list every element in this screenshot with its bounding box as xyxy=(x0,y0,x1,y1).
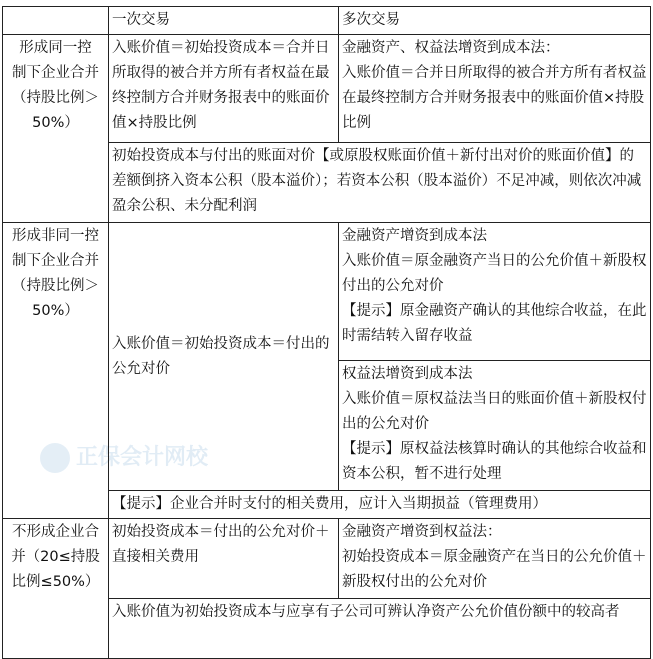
header-single-transaction: 一次交易 xyxy=(109,7,339,35)
non-same-control-tip: 【提示】企业合并时支付的相关费用，应计入当期损益（管理费用） xyxy=(109,491,651,519)
row-label-non-same-control: 形成非同一控 制下企业合并 （持股比例＞ 50%） xyxy=(3,223,109,519)
no-combination-multi-cost: 金融资产增资到权益法： 初始投资成本＝原金融资产在当日的公允价值＋新股权付出的公允对价 xyxy=(339,519,651,599)
row-label-no-combination: 不形成企业合 并（20≤持股 比例≤50%） xyxy=(3,519,109,659)
same-control-single-cost: 入账价值＝初始投资成本＝合并日所取得的被合并方所有者权益在最终控制方合并财务报表中的账面价值×持股比例 xyxy=(109,35,339,143)
header-blank-cell xyxy=(3,7,109,35)
row-label-same-control: 形成同一控 制下企业合并 （持股比例＞ 50%） xyxy=(3,35,109,223)
watermark-text: 正保会计网校 xyxy=(76,445,209,470)
table-header-row xyxy=(3,7,651,35)
non-same-control-equity-method: 权益法增资到成本法 入账价值＝原权益法当日的账面价值＋新股权付出的公允对价 【提示】原权益法核算时确认的其他综合收益和资本公积，暂不进行处理 xyxy=(339,361,651,491)
non-same-control-single-cost: 入账价值＝初始投资成本＝付出的公允对价 xyxy=(109,223,339,491)
no-combination-entry-value: 入账价值为初始投资成本与应享有子公司可辨认净资产公允价值份额中的较高者 xyxy=(109,599,651,659)
same-control-multi-cost: 金融资产、权益法增资到成本法： 入账价值＝合并日所取得的被合并方所有者权益在最终控制方合并财务报表中的账面价值×持股比例 xyxy=(339,35,651,143)
table-row xyxy=(3,35,651,143)
non-same-control-financial-asset: 金融资产增资到成本法 入账价值＝原金融资产当日的公允价值＋新股权付出的公允对价 【提示】原金融资产确认的其他综合收益，在此时需结转入留存收益 xyxy=(339,223,651,361)
header-multi-transaction: 多次交易 xyxy=(339,7,651,35)
same-control-difference: 初始投资成本与付出的账面对价【或原股权账面价值＋新付出对价的账面价值】的差额倒挤入资本公积（股本溢价）；若资本公积（股本溢价）不足冲减，则依次冲减盈余公积、未分配利润 xyxy=(109,143,651,223)
investment-cost-table xyxy=(2,6,651,659)
table-row xyxy=(3,223,651,361)
no-combination-single-cost: 初始投资成本＝付出的公允对价＋直接相关费用 xyxy=(109,519,339,599)
table-row xyxy=(3,519,651,599)
